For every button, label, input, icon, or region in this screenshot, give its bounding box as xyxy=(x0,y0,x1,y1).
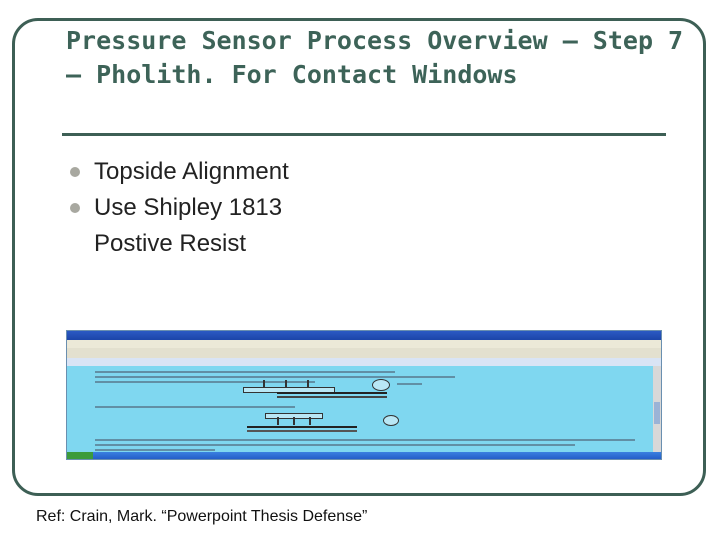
bullet-dot-icon xyxy=(70,203,80,213)
screenshot-label-line xyxy=(397,383,422,385)
screenshot-taskbar xyxy=(67,452,661,459)
title-divider xyxy=(62,133,666,136)
embedded-screenshot xyxy=(66,330,662,460)
bullet-text: Topside Alignment xyxy=(94,158,289,185)
reference-citation: Ref: Crain, Mark. “Powerpoint Thesis Defense” xyxy=(36,508,368,525)
screenshot-wafer-layer xyxy=(247,426,357,428)
screenshot-arrow xyxy=(293,417,295,425)
screenshot-scrollbar xyxy=(653,366,661,452)
screenshot-text-line xyxy=(95,439,635,441)
screenshot-wafer-layer xyxy=(277,396,387,398)
screenshot-wafer-layer xyxy=(247,430,357,432)
screenshot-text-line xyxy=(95,376,455,378)
screenshot-arrow xyxy=(285,380,287,388)
screenshot-titlebar xyxy=(67,331,661,340)
screenshot-menubar xyxy=(67,340,661,348)
slide-title: Pressure Sensor Process Overview – Step 7 – Pholith. For Contact Windows xyxy=(66,26,684,89)
screenshot-text-line xyxy=(95,449,215,451)
bullet-text: Use Shipley 1813 Postive Resist xyxy=(94,194,283,257)
screenshot-text-line xyxy=(95,381,315,383)
bullet-item xyxy=(68,154,334,190)
screenshot-callout xyxy=(372,379,390,391)
screenshot-callout xyxy=(383,415,399,426)
screenshot-wafer-layer xyxy=(277,392,387,394)
screenshot-text-line xyxy=(95,444,575,446)
screenshot-tabbar xyxy=(67,358,661,366)
bullet-list xyxy=(68,154,334,262)
bullet-dot-icon xyxy=(70,167,80,177)
screenshot-arrow xyxy=(277,417,279,425)
screenshot-arrow xyxy=(309,417,311,425)
bullet-item xyxy=(68,190,334,262)
screenshot-text-line xyxy=(95,406,295,408)
screenshot-start-button xyxy=(67,452,93,459)
screenshot-arrow xyxy=(307,380,309,388)
screenshot-arrow xyxy=(263,380,265,388)
screenshot-scroll-thumb xyxy=(654,402,660,424)
screenshot-text-line xyxy=(95,371,395,373)
